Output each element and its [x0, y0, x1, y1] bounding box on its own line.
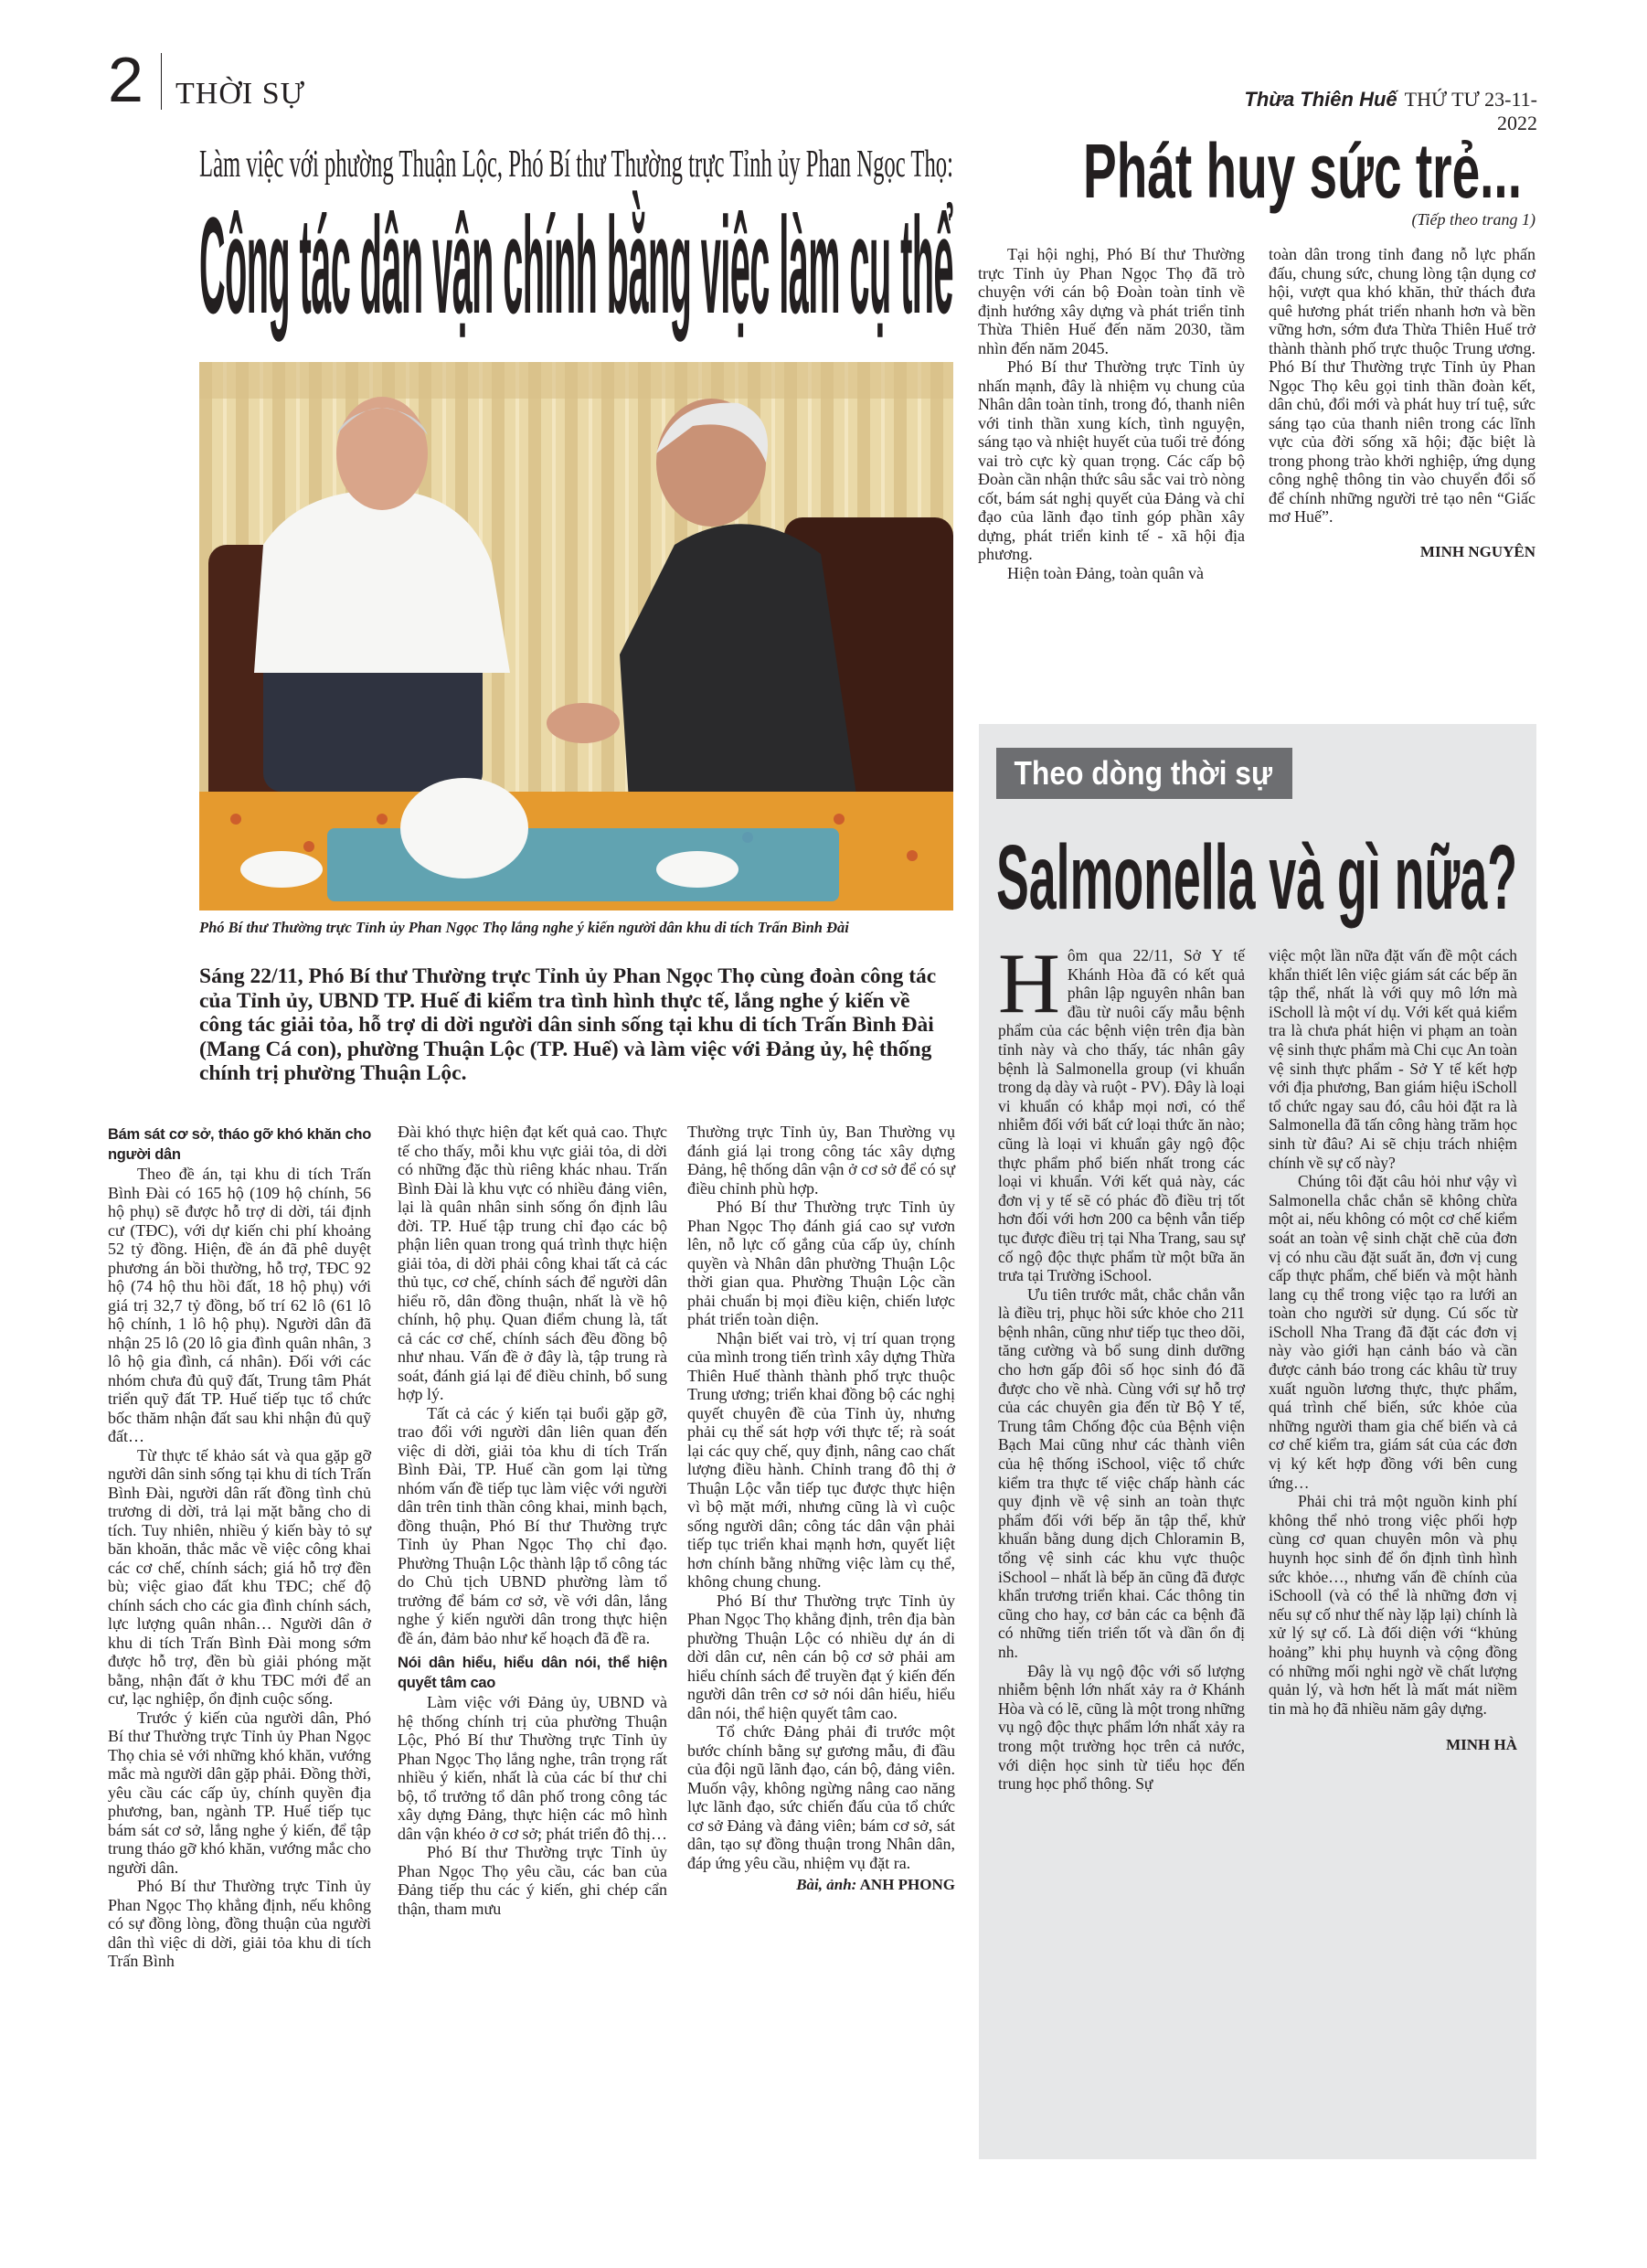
- trousers-left: [263, 655, 483, 792]
- side-column-1: [978, 245, 1245, 582]
- paragraph: Thường trực Tỉnh ủy, Ban Thường vụ đánh giá lại trong công tác xây dựng Đảng, hệ thống dân vận ở cơ sở để có sự điều chỉnh phù hợp.: [687, 1123, 955, 1198]
- paragraph: Tất cả các ý kiến tại buổi gặp gỡ, trao đổi với người dân liên quan đến việc di dời, giải tỏa khu di tích Trấn Bình Đài, TP. Huế cần gom lại từng nhóm vấn đề tiếp tục làm việc với người dân trên tinh thần công khai, minh bạch, đồng thuận, Phó Bí thư Thường trực Tỉnh ủy Phan Ngọc Thọ chỉ đạo. Phường Thuận Lộc thành lập tổ công tác do Chủ tịch UBND phường làm tổ trưởng để bám cơ sở, về với dân, lắng nghe ý kiến người dân trong thực hiện đề án, đảm bảo như kế hoạch đã đề ra.: [398, 1403, 667, 1647]
- photo-caption: [199, 919, 953, 939]
- paragraph: Trước ý kiến của người dân, Phó Bí thư Thường trực Tỉnh ủy Phan Ngọc Thọ chia sẻ với những khó khăn, vướng mắc mà người dân gặp phải. Đồng thời, yêu cầu các cấp ủy, chính quyền địa phương, ban, ngành TP. Huế tiếp tục bám sát cơ sở, lắng nghe ý kiến, để tập trung tháo gỡ khó khăn, vướng mắc cho người dân.: [108, 1708, 371, 1877]
- paragraph: Tại hội nghị, Phó Bí thư Thường trực Tỉnh ủy Phan Ngọc Thọ đã trò chuyện với cán bộ Đoàn toàn tỉnh về định hướng xây dựng và phát triển tỉnh Thừa Thiên Huế đến năm 2030, tầm nhìn đến năm 2045.: [978, 245, 1245, 357]
- byline-name: ANH PHONG: [859, 1876, 955, 1893]
- paragraph: Phó Bí thư Thường trực Tỉnh ủy Phan Ngọc Thọ khẳng định, nếu không có sự đồng lòng, đồng thuận của người dân thì việc di dời, giải tỏa khu di tích Trấn Bình: [108, 1877, 371, 1970]
- paragraph: Từ thực tế khảo sát và qua gặp gỡ người dân sinh sống tại khu di tích Trấn Bình Đài, người dân rất đồng tình chủ trương di dời, trả lại mặt bằng cho di tích. Tuy nhiên, nhiều ý kiến bày tỏ sự băn khoăn, thắc mắc về việc công khai các cơ chế, chính sách; giá hỗ trợ đền bù; việc giao đất khu TĐC; chế độ chính sách cho các gia đình chính sách, lực lượng quân nhân… Người dân ở khu di tích Trấn Bình Đài mong sớm được hỗ trợ, đền bù giải phóng mặt bằng, nhận đất ở khu TĐC mới để an cư, lạc nghiệp, ổn định cuộc sống.: [108, 1445, 371, 1708]
- opinion-title: [996, 827, 1517, 928]
- byline: MINH NGUYÊN: [1419, 542, 1535, 560]
- kicker-text: Làm việc với phường Thuận Lộc, Phó Bí thư Thường trực Tỉnh ủy Phan Ngọc Thọ:: [199, 144, 953, 186]
- teapot: [400, 778, 528, 878]
- paragraph: Phải chi trả một nguồn kinh phí không thể nhỏ trong việc phối hợp cùng cơ quan chuyên môn và phụ huynh học sinh để ổn định tình hình sức khỏe…, nhưng vấn đề chính của iSchooll (và có thể là những đơn vị nếu sự cố như thế này lặp lại) chính là xử lý sự cố. Là đối diện với “khủng hoảng” khi phụ huynh và cộng đồng có những mối nghi ngờ về chất lượng quản lý, và hơn hết là mất mát niềm tin mà họ đã nhiều năm gây dựng.: [1269, 1492, 1517, 1718]
- paragraph: Phó Bí thư Thường trực Tỉnh ủy nhấn mạnh, đây là nhiệm vụ chung của Nhân dân toàn tỉnh, trong đó, thanh niên với tinh thần xung kích, tình nguyện, sáng tạo và nhiệt huyết của tuổi trẻ đóng vai trò cực kỳ quan trọng. Các cấp bộ Đoàn cần nhận thức sâu sắc vai trò nòng cốt, bám sát nghị quyết của Đảng và chỉ đạo của lãnh đạo tỉnh góp phần xây dựng, phát triển kinh tế - xã hội địa phương.: [978, 357, 1245, 563]
- paragraph: Phó Bí thư Thường trực Tỉnh ủy Phan Ngọc Thọ đánh giá cao sự vươn lên, nỗ lực cố gắng của cấp ủy, chính quyền và Nhân dân phường Thuận Lộc thời gian qua. Phường Thuận Lộc cần phải chuẩn bị mọi điều kiện, chiến lược phát triển toàn diện.: [687, 1198, 955, 1328]
- side-title-text: Phát huy sức trẻ...: [1083, 128, 1522, 214]
- teacup-left: [240, 851, 323, 888]
- caption-text: Phó Bí thư Thường trực Tỉnh ủy Phan Ngọc Thọ lắng nghe ý kiến người dân khu di tích Trấn Bình Đài: [199, 919, 849, 936]
- main-column-1: [108, 1123, 371, 1971]
- paragraph: Chúng tôi đặt câu hỏi như vậy vì Salmonella chắc chắn sẽ không chừa một ai, nếu không có một cơ chế kiểm soát an toàn vệ sinh chặt chẽ của đơn vị có nhu cầu đặt suất ăn, đơn vị cung cấp thực phẩm, chế biến và một hành lang cụ thể trong việc tạo ra lưới an toàn cho người sử dụng. Cú sốc từ iScholl Nha Trang đã đặt các đơn vị này vào giới hạn cảnh báo và cần được cảnh báo trong các khâu từ truy xuất nguồn lương thực, thực phẩm, quá trình chế biến, sức khỏe của những người tham gia chế biến và cả cơ chế kiểm tra, giám sát của các đơn vị ký kết hợp đồng với bên cung ứng…: [1269, 1172, 1517, 1492]
- side-column-2: [1269, 245, 1535, 561]
- paragraph: Phó Bí thư Thường trực Tỉnh ủy Phan Ngọc Thọ yêu cầu, các ban của Đảng tiếp thu các ý kiến, ghi chép cẩn thận, tham mưu: [398, 1843, 667, 1918]
- byline: MINH HÀ: [1446, 1736, 1517, 1754]
- main-column-2: [398, 1123, 667, 1918]
- opinion-column-2: [1269, 946, 1517, 1755]
- paragraph: Hiện toàn Đảng, toàn quân và: [1007, 563, 1204, 582]
- opinion-column-1: [998, 936, 1245, 1794]
- section-name: THỜI SỰ: [175, 77, 305, 111]
- opinion-title-text: Salmonella và gì nữa?: [996, 826, 1517, 929]
- page-number: 2: [108, 44, 143, 115]
- article-kicker: [199, 144, 953, 185]
- paragraph: toàn dân trong tỉnh đang nỗ lực phấn đấu, chung sức, chung lòng tận dụng cơ hội, vượt qua khó khăn, thử thách đưa quê hương phát triển nhanh hơn và bền vững hơn, sớm đưa Thừa Thiên Huế trở thành thành phố trực thuộc Trung ương. Phó Bí thư Thường trực Tỉnh ủy Phan Ngọc Thọ kêu gọi tinh thần đoàn kết, dân chủ, đổi mới và phát huy trí tuệ, sức sáng tạo của thanh niên trong các lĩnh vực của đời sống xã hội; đặc biệt là trong phong trào khởi nghiệp, ứng dụng công nghệ thông tin vào chuyển đổi số để chính những người trẻ tạo nên “Giấc mơ Huế”.: [1269, 245, 1535, 526]
- header-divider: [161, 53, 162, 110]
- paragraph: Tổ chức Đảng phải đi trước một bước chính bằng sự gương mẫu, đi đầu của đội ngũ lãnh đạo, cán bộ, đảng viên. Muốn vậy, không ngừng nâng cao năng lực lãnh đạo, sức chiến đấu của tổ chức cơ sở Đảng và đảng viên; bám cơ sở, sát dân, tạo sự đồng thuận trong Nhân dân, đáp ứng yêu cầu, nhiệm vụ đặt ra.: [687, 1722, 955, 1872]
- drop-cap: H: [998, 936, 1060, 1031]
- paper-name: Thừa Thiên Huế: [1244, 88, 1397, 111]
- issue-date: THỨ TƯ 23-11-2022: [1404, 88, 1537, 134]
- paragraph-text: ôm qua 22/11, Sở Y tế Khánh Hòa đã có kết quả phân lập nguyên nhân ban đầu từ nuôi cấy mẫu bệnh phẩm của các bệnh viện trên địa bàn tỉnh này và cho thấy, tác nhân gây bệnh là Salmonella group (vi khuẩn trong dạ dày và ruột - PV). Đây là loại vi khuẩn có khắp mọi nơi, có thể nhiễm đối với bất cứ loại thức ăn nào; cũng là loại vi khuẩn gây ngộ độc thực phẩm phổ biến nhất trong các loại vi khuẩn. Với kết quả này, các đơn vị y tế sẽ có phác đồ điều trị tốt hơn đối với hơn 200 ca bệnh vẫn tiếp tục được điều trị tại Nha Trang, sau sự cố ngộ độc thực phẩm từ một bữa ăn trưa tại Trường iSchool.: [998, 946, 1245, 1285]
- subheading: Nói dân hiểu, hiểu dân nói, thể hiện quyết tâm cao: [398, 1655, 667, 1691]
- paragraph: Đài khó thực hiện đạt kết quả cao. Thực tế cho thấy, mỗi khu vực giải tỏa, di dời có những đặc thù riêng khác nhau. Trấn Bình Đài là khu vực có nhiều đảng viên, lại là quân nhân sinh sống ổn định lâu đời. TP. Huế tập trung chỉ đạo các bộ phận liên quan trong quá trình thực hiện giải tỏa, di dời phải công khai tất cả các thủ tục, cơ chế, chính sách để người dân hiểu rõ, dân đồng thuận, nhất là về hộ chính, hộ phụ. Quan điểm chung là, tất cả các cơ chế, chính sách đều đồng bộ như nhau. Vấn đề ở đây là, tập trung rà soát, đánh giá lại để điều chỉnh, bổ sung hợp lý.: [398, 1123, 667, 1403]
- headline-text: Công tác dân vận chính bằng việc làm cụ thể: [199, 188, 953, 342]
- article-photo: [199, 362, 953, 910]
- column-tag: [996, 748, 1292, 799]
- paragraph: Ưu tiên trước mắt, chắc chắn vẫn là điều trị, phục hồi sức khỏe cho 211 bệnh nhân, cũng như tiếp tục theo dõi, tăng cường và bổ sung dinh dưỡng cho hơn gấp đôi số học sinh đó đã được cho về nhà. Cùng với sự hỗ trợ của các chuyên gia đến từ Bộ Y tế, Trung tâm Chống độc của Bệnh viện Bạch Mai cũng như các thành viên của hệ thống iSchool, việc tổ chức kiểm tra thực tế việc chấp hành các quy định về vệ sinh an toàn thực phẩm đối với bếp ăn tập thể, khử khuẩn bằng dung dịch Chloramin B, tổng vệ sinh các khu vực thuộc iSchool – nhất là bếp ăn cũng đã được khẩn trương triển khai. Các thông tin cũng cho hay, cơ bản các ca bệnh đã có những tiến triển tốt và dần ổn đị nh.: [998, 1284, 1245, 1661]
- byline-label: Bài, ảnh:: [796, 1876, 857, 1893]
- man-left-head: [336, 397, 428, 510]
- paragraph: Đây là vụ ngộ độc với số lượng nhiễm bệnh lớn nhất xảy ra ở Khánh Hòa và có lẽ, cũng là một trong những vụ ngộ độc thực phẩm lớn nhất xảy ra trong một trường học trên cả nước, với diện học sinh từ tiểu học đến trung học phổ thông. Sự: [998, 1661, 1245, 1794]
- subheading: Bám sát cơ sở, tháo gỡ khó khăn cho người dân: [108, 1126, 371, 1163]
- article-headline: [199, 188, 953, 342]
- main-column-3: [687, 1123, 955, 1895]
- masthead: [1206, 88, 1537, 134]
- paragraph: Theo đề án, tại khu di tích Trấn Bình Đài có 165 hộ (109 hộ chính, 56 hộ phụ) sẽ được hỗ trợ di dời, tái định cư (TĐC), với dự kiến chi phí khoảng 52 tỷ đồng. Hiện, đề án đã phê duyệt phương án bồi thường, hỗ trợ, TĐC 92 hộ (74 hộ thu hồi đất, 18 hộ phụ) với giá trị 32,7 tỷ đồng, bố trí 62 lô (61 lô hộ chính, 1 lô hộ phụ). Người dân đã nhận 25 lô (20 lô gia đình quân nhân, 3 lô hộ gia đình, cá nhân). Đối với các nhóm chưa đủ quỹ đất, Trung tâm Phát triển quỹ đất TP. Huế tiếp tục tổ chức bốc thăm nhận đất sau khi nhận đủ quỹ đất…: [108, 1165, 371, 1445]
- continued-note: (Tiếp theo trang 1): [1411, 210, 1535, 229]
- paragraph: Nhận biết vai trò, vị trí quan trọng của mình trong tiến trình xây dựng Thừa Thiên Huế thành thành phố trực thuộc Trung ương; triển khai đồng bộ các nghị quyết chuyên đề của Tỉnh ủy, nhưng phải cụ thể sát hợp với thực tế; rà soát lại các quy chế, quy định, nâng cao chất lượng điều hành. Chỉnh trang đô thị ở Thuận Lộc vẫn tiếp tục được thực hiện vì bộ mặt mới, nhưng cũng là vì cuộc sống người dân; công tác dân vận phải tiếp tục triển khai mạnh hơn, quyết liệt hơn chính bằng những việc làm cụ thể, không chung chung.: [687, 1328, 955, 1591]
- paragraph: Làm việc với Đảng ủy, UBND và hệ thống chính trị của phường Thuận Lộc, Phó Bí thư Thường trực Tỉnh ủy Phan Ngọc Thọ lắng nghe, trân trọng rất nhiều ý kiến, nhất là của các bí thư chi bộ, tổ trưởng tổ dân phố trong công tác xây dựng Đảng, thực hiện các mô hình dân vận khéo ở cơ sở; phát triển đô thị…: [398, 1693, 667, 1843]
- side-article-title: [1083, 130, 1522, 212]
- paragraph: [998, 936, 1245, 1285]
- article-lead: Sáng 22/11, Phó Bí thư Thường trực Tỉnh ủy Phan Ngọc Thọ cùng đoàn công tác của Tỉnh ủy, UBND TP. Huế đi kiểm tra tình hình thực tế, lắng nghe ý kiến về công tác giải tỏa, hỗ trợ di dời người dân sinh sống tại khu di tích Trấn Bình Đài (Mang Cá con), phường Thuận Lộc (TP. Huế) và làm việc với Đảng ủy, hệ thống chính trị phường Thuận Lộc.: [199, 964, 937, 1085]
- photo-illustration: [199, 362, 953, 910]
- byline: [687, 1876, 955, 1895]
- paragraph: Phó Bí thư Thường trực Tỉnh ủy Phan Ngọc Thọ khẳng định, trên địa bàn phường Thuận Lộc có nhiều dự án di dời dân cư, nên cán bộ cơ sở phải am hiểu chính sách để truyền đạt ý kiến đến người dân trên cơ sở nói dân hiểu, hiểu dân nói, thể hiện quyết tâm cao.: [687, 1591, 955, 1722]
- tag-text: Theo dòng thời sự: [1014, 754, 1272, 792]
- paragraph: việc một lần nữa đặt vấn đề một cách khẩn thiết lên việc giám sát các bếp ăn tập thể, nhất là với quy mô lớn mà iScholl là một ví dụ. Với kết quả kiểm tra là chưa phát hiện vi phạm an toàn vệ sinh thực phẩm mà Chi cục An toàn vệ sinh thực phẩm - Sở Y tế kết hợp với địa phương, Ban giám hiệu iScholl tổ chức ngay sau đó, câu hỏi đặt ra là Salmonella đã tấn công hàng trăm học sinh từ đâu? Ai sẽ chịu trách nhiệm chính về sự cố này?: [1269, 946, 1517, 1172]
- teacup-right: [656, 851, 738, 888]
